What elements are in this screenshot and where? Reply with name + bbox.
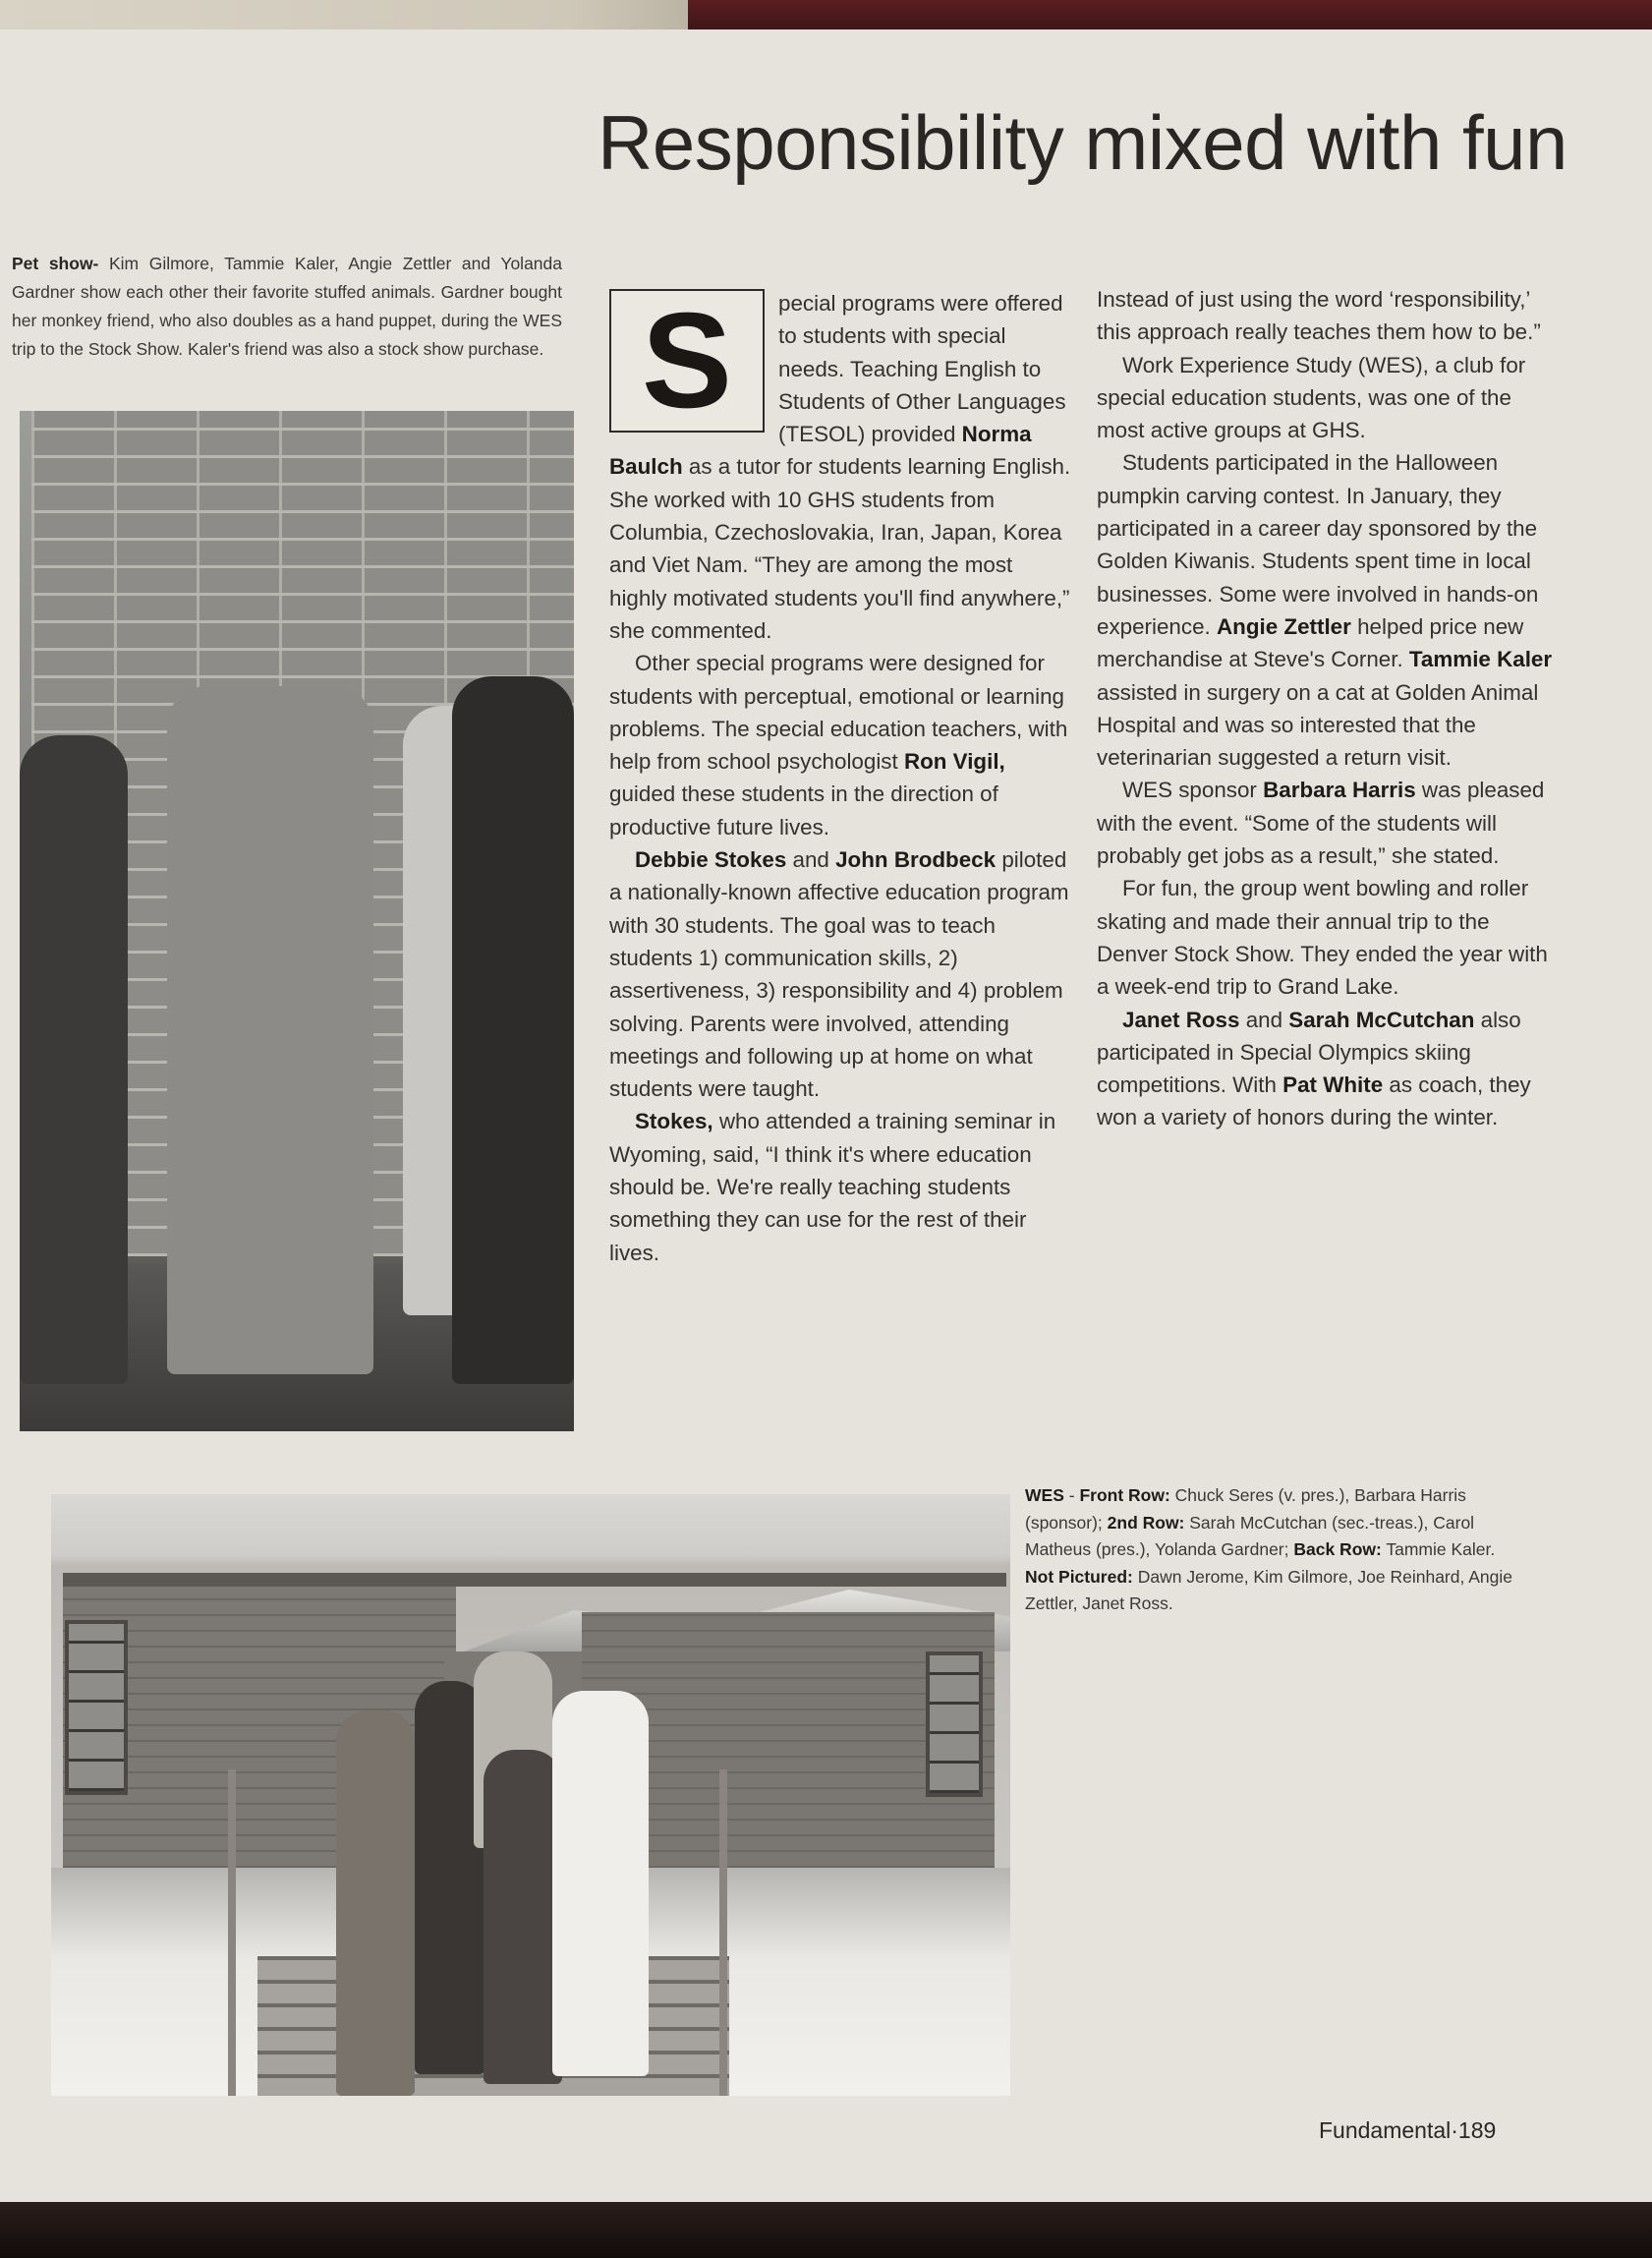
caption-label: Pet show- xyxy=(12,254,99,273)
article-column-1 xyxy=(609,287,1071,1269)
paragraph: Work Experience Study (WES), a club for special education students, was one of the most active groups at GHS. xyxy=(1097,352,1526,443)
paragraph: Instead of just using the word ‘responsibility,’ this approach really teaches them how to be.” xyxy=(1097,287,1541,345)
pet-show-caption xyxy=(12,250,562,364)
handrail xyxy=(228,1769,236,2096)
paragraph: WES sponsor Barbara Harris was pleased with the event. “Some of the students will probably get jobs as a result,” she stated. xyxy=(1097,778,1545,869)
page-number-footer: Fundamental·189 xyxy=(1319,2117,1497,2143)
student-figure xyxy=(452,676,574,1384)
paragraph: For fun, the group went bowling and roller skating and made their annual trip to the Denver Stock Show. They ended the year with a week-end trip to Grand Lake. xyxy=(1097,876,1548,1000)
student-figure xyxy=(336,1710,415,2096)
drop-cap: S xyxy=(609,289,765,433)
article-column-2 xyxy=(1097,283,1559,1134)
pet-show-photo xyxy=(20,411,574,1431)
handrail xyxy=(719,1769,727,2096)
student-figure xyxy=(20,735,128,1384)
paragraph: Other special programs were designed for students with perceptual, emotional or learning problems. The special education teachers, with help from school psychologist Ron Vigil, guided these students in the direction of productive future lives. xyxy=(609,651,1068,840)
window xyxy=(926,1651,983,1797)
wes-caption: WES - Front Row: Chuck Seres (v. pres.), Barbara Harris (sponsor); 2nd Row: Sarah McCutchan (sec.-treas.), Carol Matheus (pres.), Yolanda Gardner; Back Row: Tammie Kaler. Not Pictured: Dawn Jerome, Kim Gilmore, Joe Reinhard, Angie Zettler, Janet Ross. xyxy=(1025,1485,1513,1613)
student-figure xyxy=(552,1691,649,2076)
student-figure xyxy=(167,686,373,1374)
page-title: Responsibility mixed with fun xyxy=(598,99,1567,186)
paragraph: Stokes, who attended a training seminar in Wyoming, said, “I think it's where education should be. We're really teaching students something they can use for the rest of their lives. xyxy=(609,1109,1056,1265)
paragraph: pecial programs were offered to students with special needs. Teaching English to Students of Other Languages (TESOL) provided Norma Baulch as a tutor for students learning English. She worked with 10 GHS students from Columbia, Czechoslovakia, Iran, Japan, Korea and Viet Nam. “They are among the most highly motivated students you'll find anywhere,” she commented. xyxy=(609,291,1071,643)
paragraph: Students participated in the Halloween pumpkin carving contest. In January, they participated in a career day sponsored by the Golden Kiwanis. Students spent time in local businesses. Some were involved in hands-on experience. Angie Zettler helped price new merchandise at Steve's Corner. Tammie Kaler assisted in surgery on a cat at Golden Animal Hospital and was so interested that the veterinarian suggested a return visit. xyxy=(1097,450,1553,771)
roofline xyxy=(63,1573,1006,1587)
window xyxy=(65,1620,128,1795)
wes-group-photo xyxy=(51,1494,1010,2096)
paragraph: Janet Ross and Sarah McCutchan also participated in Special Olympics skiing competitions. With Pat White as coach, they won a variety of honors during the winter. xyxy=(1097,1007,1531,1130)
paragraph: Debbie Stokes and John Brodbeck piloted a nationally-known affective education program with 30 students. The goal was to teach students 1) communication skills, 2) assertiveness, 3) responsibility and 4) problem solving. Parents were involved, attending meetings and following up at home on what students were taught. xyxy=(609,847,1069,1102)
bottom-binding-strip xyxy=(0,2202,1652,2258)
caption-text: Kim Gilmore, Tammie Kaler, Angie Zettler and Yolanda Gardner show each other their favorite stuffed animals. Gardner bought her monkey friend, who also doubles as a hand puppet, during the WES trip to the Stock Show. Kaler's friend was also a stock show purchase. xyxy=(12,254,562,359)
student-figure xyxy=(484,1750,562,2084)
